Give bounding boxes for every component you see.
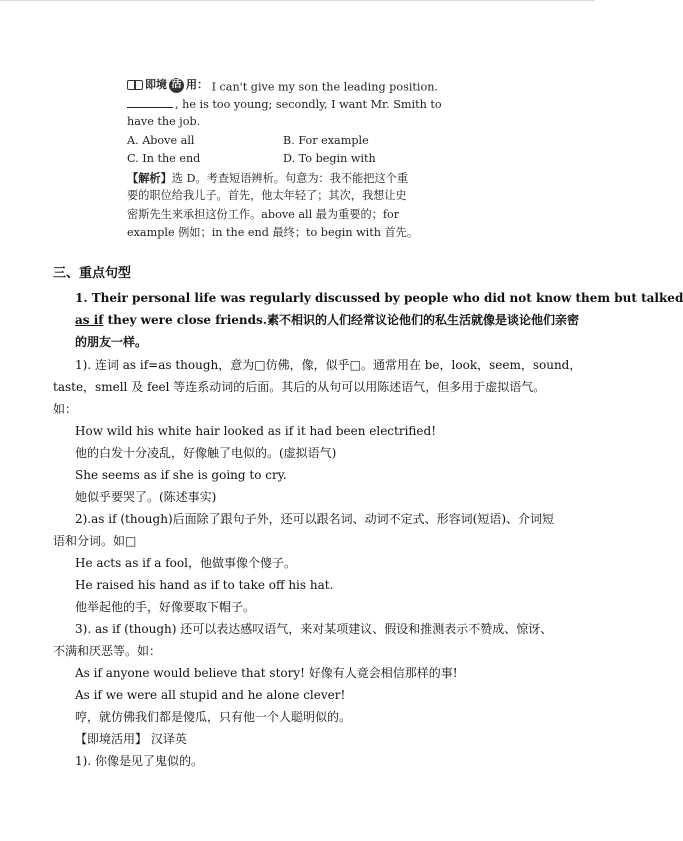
analysis-line-2 <box>127 187 497 206</box>
exercise-badge <box>127 76 208 95</box>
badge-circle-char: 活 <box>169 78 184 93</box>
key-sentence-en-line-1: 1. Their personal life was regularly discussed by people who did not know them but talked <box>75 291 683 305</box>
question-text-3: have the job. <box>127 115 201 128</box>
option-b: B. For example <box>283 133 369 147</box>
badge-text-2: 用： <box>186 78 208 91</box>
point1-line-3: 如： <box>53 402 78 416</box>
practice-title: 【即境活用】 汉译英 <box>75 732 187 746</box>
point2-line-1: 2).as if (though)后面除了跟句子外，还可以跟名词、动词不定式、形容词(短语)、介词短 <box>75 512 554 526</box>
question-text-1: I can't give my son the leading position. <box>211 80 438 94</box>
analysis-line-4 <box>127 224 497 243</box>
key-sentence-line-2 <box>75 312 579 328</box>
exercise-scan-block <box>127 76 497 243</box>
options-row-2 <box>127 150 497 169</box>
analysis-text-1: 选 D。考查短语辨析。句意为：我不能把这个重 <box>171 171 409 185</box>
answer-blank <box>127 95 173 108</box>
point1-example1-zh: 他的白发十分凌乱，好像触了电似的。(虚拟语气) <box>75 446 337 460</box>
point3-example2-zh: 哼，就仿佛我们都是傻瓜，只有他一个人聪明似的。 <box>75 710 352 724</box>
analysis-text-4: example 例如；in the end 最终；to begin with 首先。 <box>127 226 419 239</box>
key-sentence-zh-1: 素不相识的人们经常议论他们的私生活就像是谈论他们亲密 <box>266 313 579 327</box>
point2-example1: He acts as if a fool，他做事像个傻子。 <box>75 556 296 570</box>
option-c: C. In the end <box>127 152 201 165</box>
page-top-rule <box>0 0 595 1</box>
point1-example2-zh: 她似乎要哭了。(陈述事实) <box>75 490 217 504</box>
badge-text-1: 即境 <box>145 78 167 91</box>
option-a: A. Above all <box>127 133 195 147</box>
exercise-question-line-2 <box>127 95 497 114</box>
analysis-text-2: 要的职位给我儿子。首先，他太年轻了；其次，我想让史 <box>127 189 407 202</box>
book-icon <box>127 80 143 90</box>
point1-example2-en: She seems as if she is going to cry. <box>75 468 287 482</box>
question-text-2: , he is too young; secondly, I want Mr. Smith to <box>175 97 442 111</box>
point2-line-2: 语和分词。如□ <box>53 534 137 548</box>
analysis-tag: 【解析】 <box>127 170 172 185</box>
point3-line-2: 不满和厌恶等。如： <box>53 644 162 658</box>
exercise-question-line-3 <box>127 113 497 132</box>
point3-line-1: 3). as if (though) 还可以表达感叹语气，来对某项建议、假设和推测表示不赞成、惊讶、 <box>75 622 553 636</box>
point3-example1: As if anyone would believe that story! 好像有人竟会相信那样的事! <box>75 666 458 680</box>
practice-item-1: 1). 你像是见了鬼似的。 <box>75 754 203 768</box>
key-sentence-en-rest: they were close friends. <box>103 313 267 327</box>
point2-example2-zh: 他举起他的手，好像要取下帽子。 <box>75 600 256 614</box>
point1-line-2: taste，smell 及 feel 等连系动词的后面。其后的从句可以用陈述语气，但多用于虚拟语气。 <box>53 380 546 394</box>
analysis-text-3: 密斯先生来承担这份工作。above all 最为重要的；for <box>127 207 400 221</box>
key-sentence-zh-line-2: 的朋友一样。 <box>75 335 148 349</box>
point1-line-1: 1). 连词 as if=as though，意为□仿佛，像，似乎□。通常用在 be，look，seem，sound， <box>75 358 582 372</box>
analysis-line-1 <box>127 169 497 188</box>
point3-example2-en: As if we were all stupid and he alone clever! <box>75 688 346 702</box>
point1-example1-en: How wild his white hair looked as if it had been electrified! <box>75 424 437 438</box>
exercise-question-line-1 <box>127 76 497 95</box>
point2-example2-en: He raised his hand as if to take off his hat. <box>75 578 334 592</box>
analysis-line-3 <box>127 206 497 225</box>
option-d: D. To begin with <box>283 152 376 165</box>
options-row-1 <box>127 132 497 151</box>
section-title: 三、重点句型 <box>53 266 132 281</box>
key-sentence-underlined: as if <box>75 313 104 327</box>
